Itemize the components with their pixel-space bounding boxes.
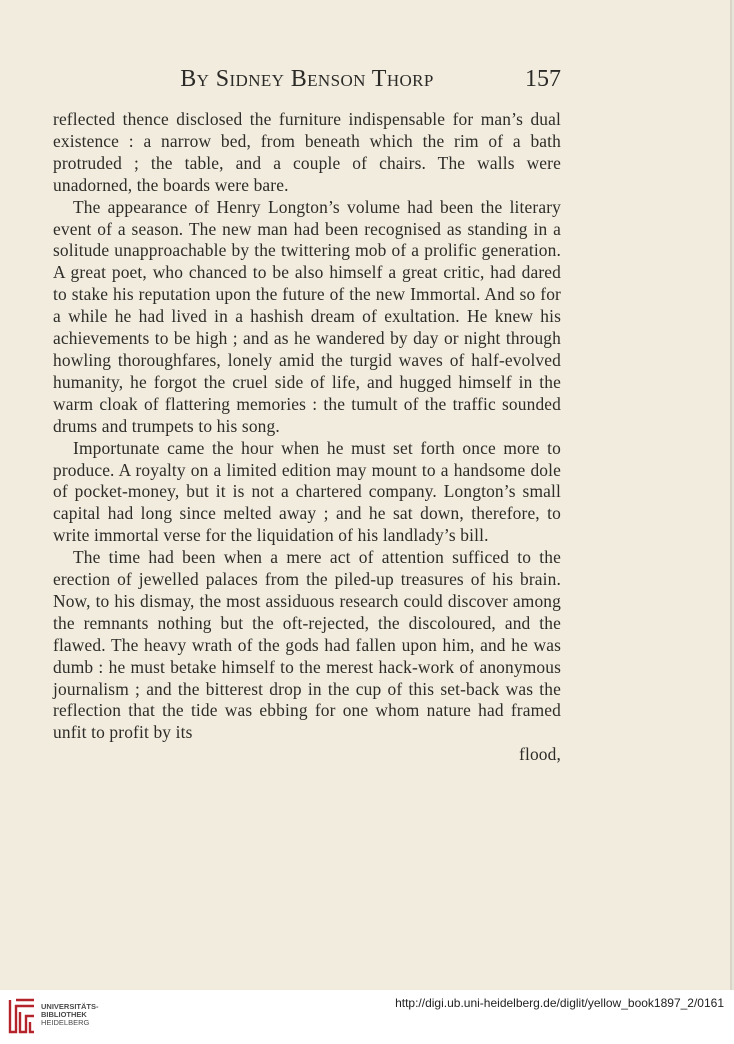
library-name (41, 1003, 99, 1028)
catchword: flood, (519, 744, 561, 765)
library-name-line: BIBLIOTHEK (41, 1010, 87, 1020)
running-title: By Sidney Benson Thorp (180, 66, 434, 92)
source-url-link[interactable]: http://digi.ub.uni-heidelberg.de/diglit/yellow_book1897_2/0161 (395, 996, 724, 1010)
paragraph: The time had been when a mere act of attention sufficed to the erection of jewelled palaces from the piled-up treasures of his brain. Now, to his dismay, the most assiduous research could discover among the remnants nothing but the oft-rejected, the discoloured, and the flawed. The heavy wrath of the gods had fallen upon him, and he was dumb : he must betake himself to the merest hack-work of anonymous journalism ; and the bitterest drop in the cup of this set-back was the reflection that the tide was ebbing for one whom nature had framed unfit to profit by its (53, 547, 561, 743)
page-number: 157 (525, 66, 561, 92)
paragraph: Importunate came the hour when he must set forth once more to produce. A royalty on a limited edition may mount to a handsome dole of pocket-money, but it is not a chartered company. Longton’s small capital had long since melted away ; and he sat down, therefore, to write immortal verse for the liquidation of his landlady’s bill. (53, 437, 561, 546)
library-name-line: HEIDELBERG (41, 1018, 90, 1028)
library-logo-icon (6, 996, 38, 1036)
digitization-footer (0, 990, 734, 1044)
paragraph: The appearance of Henry Longton’s volume had been the literary event of a season. The new man had been recognised as standing in a solitude unapproachable by the twittering mob of a prolific generation. A great poet, who chanced to be also himself a great critic, had dared to stake his reputation upon the future of the new Immortal. And so for a while he had lived in a hashish dream of exultation. He knew his achievements to be high ; and as he wandered by day or night through howling thoroughfares, lonely amid the turgid waves of half-evolved humanity, he forgot the cruel side of life, and hugged himself in the warm cloak of flattering memories : the tumult of the traffic sounded drums and trumpets to his song. (53, 196, 561, 436)
library-name-line: UNIVERSITÄTS- (41, 1002, 99, 1011)
paragraph: reflected thence disclosed the furniture indispensable for man’s dual existence : a narrow bed, from beneath which the rim of a bath protruded ; the table, and a couple of chairs. The walls were unadorned, the boards were bare. (53, 109, 561, 195)
body-text (53, 109, 561, 766)
page-header (53, 66, 561, 102)
